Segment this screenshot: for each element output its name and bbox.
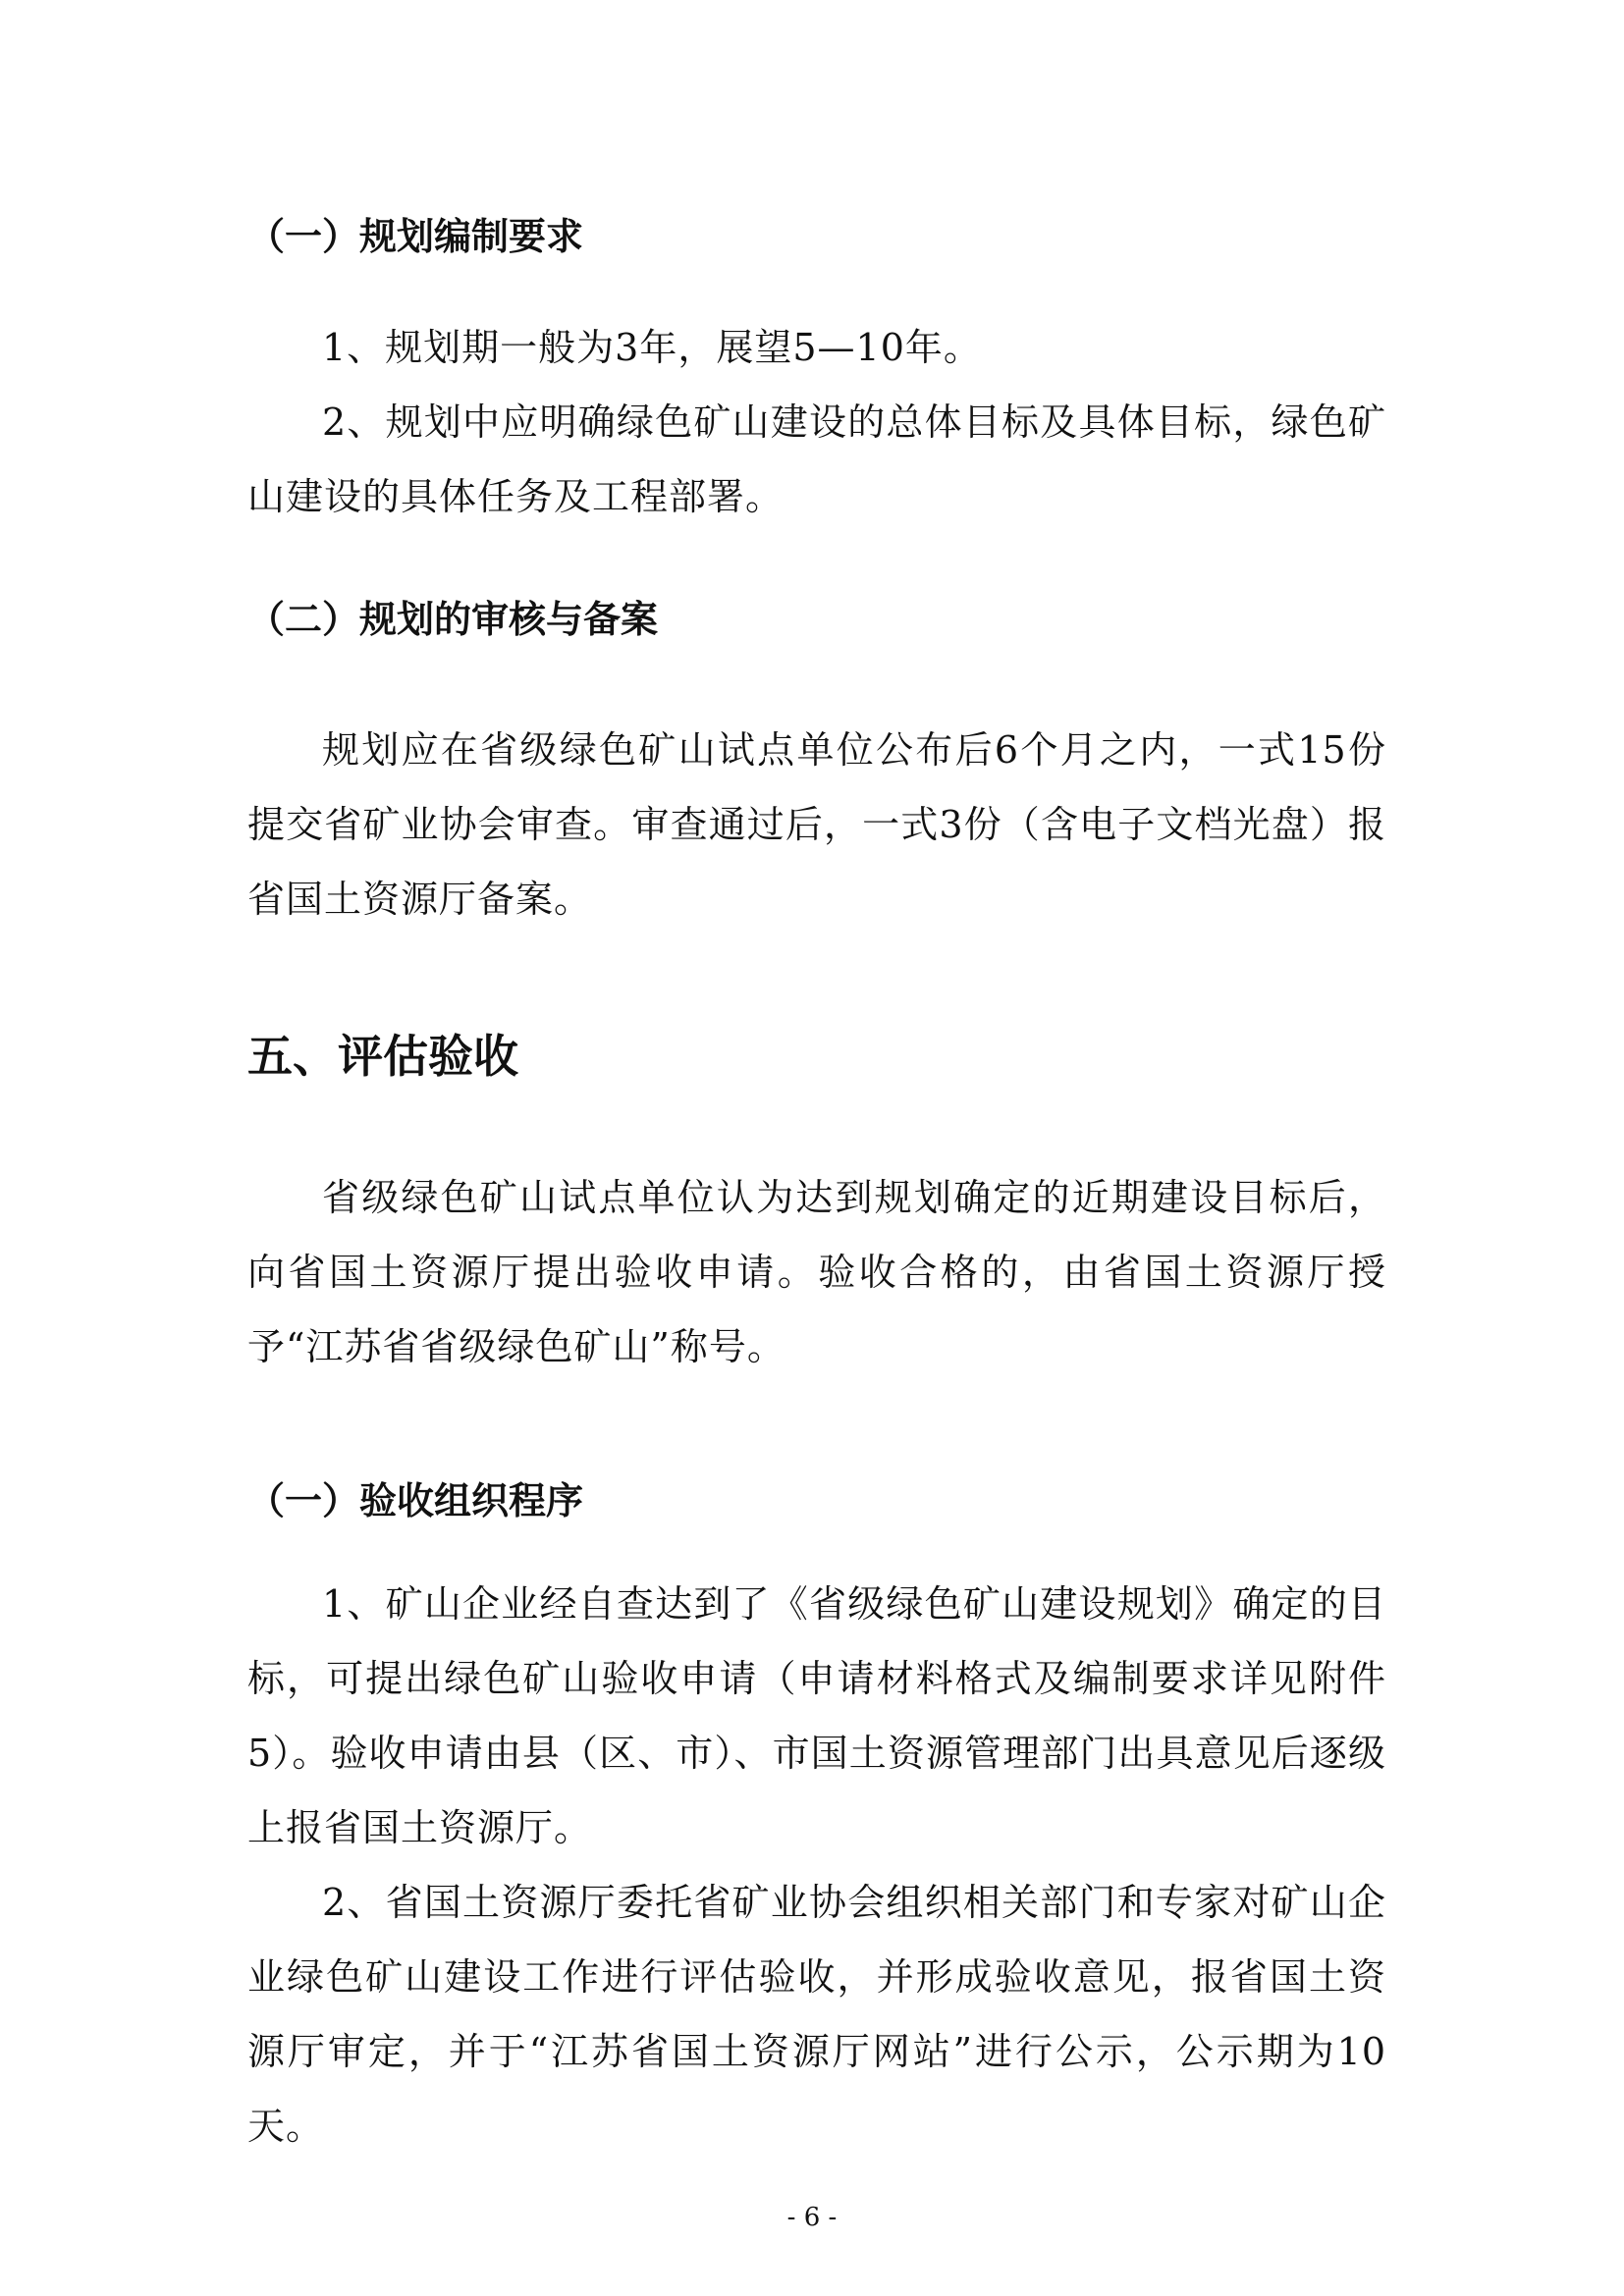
paragraph-review-filing: 规划应在省级绿色矿山试点单位公布后6个月之内，一式15份提交省矿业协会审查。审查通过后，一式3份（含电子文档光盘）报省国土资源厅备案。: [247, 728, 1386, 921]
paragraph-acceptance-application: 省级绿色矿山试点单位认为达到规划确定的近期建设目标后，向省国土资源厅提出验收申请。验收合格的，由省国土资源厅授予“江苏省省级绿色矿山”称号。: [247, 1176, 1386, 1368]
paragraph-procedure-step-2: 2、省国土资源厅委托省矿业协会组织相关部门和专家对矿山企业绿色矿山建设工作进行评估验收，并形成验收意见，报省国土资源厅审定，并于“江苏省国土资源厅网站”进行公示，公示期为10天。: [247, 1881, 1386, 2148]
page-number: - 6 -: [786, 2203, 838, 2232]
paragraph-procedure-step-1: 1、矿山企业经自查达到了《省级绿色矿山建设规划》确定的目标，可提出绿色矿山验收申请（申请材料格式及编制要求详见附件5）。验收申请由县（区、市）、市国土资源管理部门出具意见后逐级上报省国土资源厅。: [247, 1582, 1386, 1849]
subheading-planning-requirements: （一）规划编制要求: [247, 215, 584, 258]
section-heading-evaluation-acceptance: 五、评估验收: [247, 1030, 518, 1083]
subheading-acceptance-procedure: （一）验收组织程序: [247, 1479, 584, 1522]
paragraph-planning-goals: 2、规划中应明确绿色矿山建设的总体目标及具体目标，绿色矿山建设的具体任务及工程部署。: [247, 400, 1386, 518]
paragraph-planning-period: 1、规划期一般为3年，展望5—10年。: [322, 326, 982, 369]
subheading-review-filing: （二）规划的审核与备案: [247, 598, 659, 641]
